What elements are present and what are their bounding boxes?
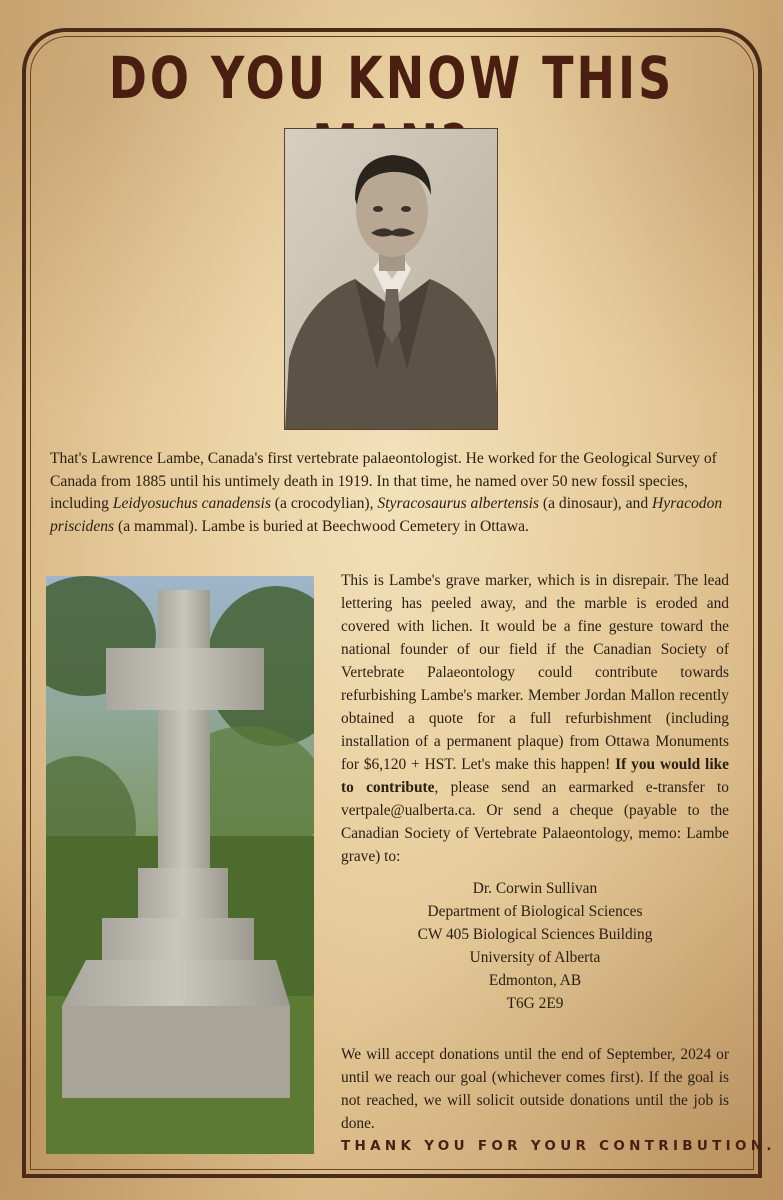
address-postal-code: T6G 2E9 [506,995,564,1012]
thank-you-banner: THANK YOU FOR YOUR CONTRIBUTION. [341,1138,776,1154]
closing-paragraph: We will accept donations until the end of September, 2024 or until we reach our goal (whichever comes first). If the goal is not reached, we will solicit outside donations until the job is done. [341,1046,729,1132]
species-name: Hyracodon priscidens [50,495,723,535]
grave-illustration [46,576,314,1154]
headline: DO YOU KNOW THIS [108,44,675,112]
species-name: Styracosaurus albertensis [377,495,539,512]
species-name: Leidyosuchus canadensis [112,495,271,512]
contribute-callout: If you would like to contribute [341,756,729,796]
portrait-illustration [285,129,498,430]
portrait-photo [284,128,498,430]
address-university: University of Alberta [469,949,601,966]
address-department: Department of Biological Sciences [427,903,643,920]
appeal-paragraph: This is Lambe's grave marker, which is in disrepair. The lead lettering has peeled away, and the marble is eroded and covered with lichen. It would be a fine gesture toward the national founder of our field if the Canadian Society of Vertebrate Palaeontology could contribute towards refurbishing Lambe's marker. Member Jordan Mallon recently obtained a quote for a full refurbishment (including installation of a permanent plaque) from Ottawa Monuments for $6,120 + HST. Let's make this happen! If you would like to contribute, please send an earmarked e-transfer to vertpale@ualberta.ca. Or send a cheque (payable to the Canadian Society of Vertebrate Palaeontology, memo: Lambe grave) to: [341,572,729,865]
mailing-address [341,877,729,1015]
grave-marker-photo [46,576,314,1154]
address-city: Edmonton, AB [488,972,582,989]
address-building: CW 405 Biological Sciences Building [417,926,653,943]
address-name: Dr. Corwin Sullivan [472,880,598,897]
intro-paragraph: That's Lawrence Lambe, Canada's first vertebrate palaeontologist. He worked for the Geological Survey of Canada from 1885 until his untimely death in 1919. In that time, he named over 50 new fossil species, including Leidyosuchus canadensis (a crocodylian), Styracosaurus albertensis (a dinosaur), and Hyracodon priscidens (a mammal). Lambe is buried at Beechwood Cemetery in Ottawa. [50,450,723,535]
